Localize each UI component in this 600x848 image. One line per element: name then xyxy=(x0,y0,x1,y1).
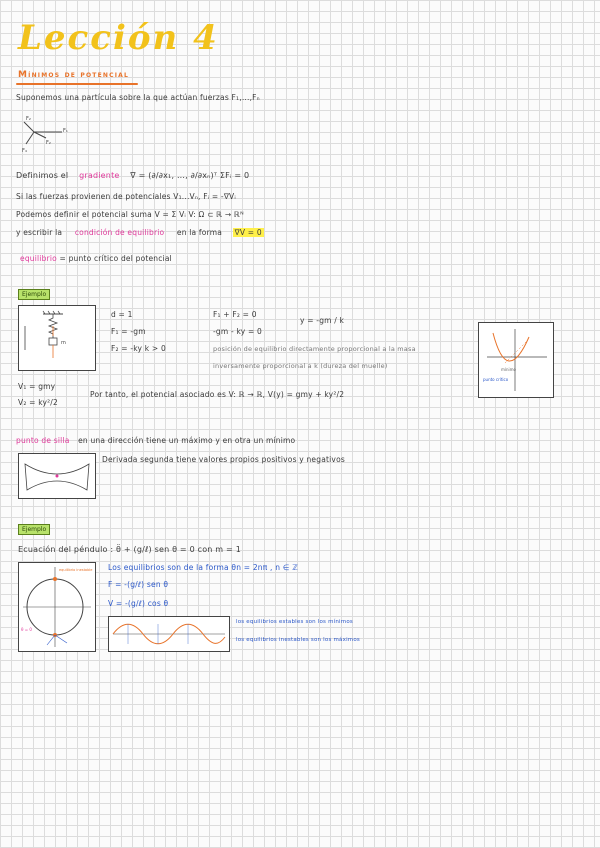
spring-mass-label: m xyxy=(61,340,66,346)
example-badge-2: Ejemplo xyxy=(18,524,50,535)
force-label-4: F₄ xyxy=(22,148,27,154)
forces-line: Si las fuerzas provienen de potenciales V₁...Vₙ, Fᵢ = -∇Vᵢ xyxy=(16,192,236,201)
force-label-2: F₁ xyxy=(63,128,68,134)
gradient-formula: ∇ = (∂/∂x₁, ..., ∂/∂xₙ)ᵀ ΣFᵢ = 0 xyxy=(130,171,250,180)
example-badge-1: Ejemplo xyxy=(18,289,50,300)
potential-line: Podemos definir el potencial suma V = Σ Vᵢ V: Ω ⊂ ℝ → ℝᴺ xyxy=(16,210,244,219)
subtitle-underline xyxy=(16,83,138,85)
pendulum-equation: Ecuación del péndulo : θ̈ + (g/ℓ) sen θ = 0 con m = 1 xyxy=(18,545,241,554)
page-title: Lección 4 xyxy=(18,18,219,58)
ex1-col2-line1: F₁ + F₂ = 0 xyxy=(213,310,257,319)
ex1-note1: posición de equilibrio directamente proporcional a la masa xyxy=(213,345,416,353)
graph-label-min: mínimo xyxy=(501,367,516,372)
ex1-por-tanto: Por tanto, el potencial asociado es V: ℝ → ℝ, V(y) = gmy + ky²/2 xyxy=(90,390,345,399)
spring-diagram xyxy=(18,305,96,371)
potential-graph xyxy=(478,322,554,398)
equilibria-form: Los equilibrios son de la forma θn = 2nπ , n ∈ ℤ xyxy=(108,563,298,572)
equilibrio-def: = punto crítico del potencial xyxy=(59,254,172,263)
ex1-v1: V₁ = gmy xyxy=(18,382,56,391)
stable-note: los equilibrios estables son los mínimos xyxy=(236,619,353,625)
ex1-v2: V₂ = ky²/2 xyxy=(18,398,59,407)
pendulum-potential: V = -(g/ℓ) cos θ xyxy=(108,599,169,608)
ex1-col1-line1: d = 1 xyxy=(111,310,133,319)
saddle-line xyxy=(16,436,295,445)
cosine-graph xyxy=(108,616,230,652)
ex1-col1-line3: F₂ = -ky k > 0 xyxy=(111,344,166,353)
ex1-col2-line2: -gm - ky = 0 xyxy=(213,327,262,336)
eq-word: condición de equilibrio xyxy=(74,228,165,237)
unstable-note: los equilibrios inestables son los máximos xyxy=(236,637,360,643)
graph-label-pc: punto crítico xyxy=(483,377,509,382)
ex1-y-equation: y = -gm / k xyxy=(300,316,345,325)
equilibrium-definition xyxy=(20,254,172,263)
saddle-diagram xyxy=(18,453,96,499)
intro-line: Suponemos una partícula sobre la que actúan fuerzas F₁,...,Fₙ xyxy=(16,93,260,102)
ex1-note2: inversamente proporcional a k (dureza del muelle) xyxy=(213,362,388,370)
force-label-3: F₂ xyxy=(46,140,51,146)
force-diagram xyxy=(16,112,76,156)
circle-label-top: equilibrio inestable xyxy=(59,568,93,572)
circle-label-left: θ = 0 xyxy=(21,627,32,632)
pendulum-circle-diagram xyxy=(18,562,96,652)
eq-prefix: y escribir la xyxy=(16,228,63,237)
section-subtitle: Mínimos de potencial xyxy=(18,70,129,80)
eq-mid: en la forma xyxy=(176,228,223,237)
force-label-1: F₂ xyxy=(26,116,31,122)
gradient-word: gradiente xyxy=(79,171,120,180)
pendulum-force: F = -(g/ℓ) sen θ xyxy=(108,580,169,589)
saddle-word: punto de silla xyxy=(16,436,70,445)
ex1-col1-line2: F₁ = -gm xyxy=(111,327,146,336)
equilibrium-condition-line xyxy=(16,228,264,237)
equilibrio-word: equilibrio xyxy=(20,254,57,263)
gradient-line xyxy=(16,171,249,180)
saddle-desc: en una dirección tiene un máximo y en otra un mínimo xyxy=(78,436,296,445)
saddle-derivada: Derivada segunda tiene valores propios positivos y negativos xyxy=(102,455,345,464)
gradient-prefix: Definimos el xyxy=(16,171,69,180)
eq-formula: ∇V = 0 xyxy=(234,228,262,237)
